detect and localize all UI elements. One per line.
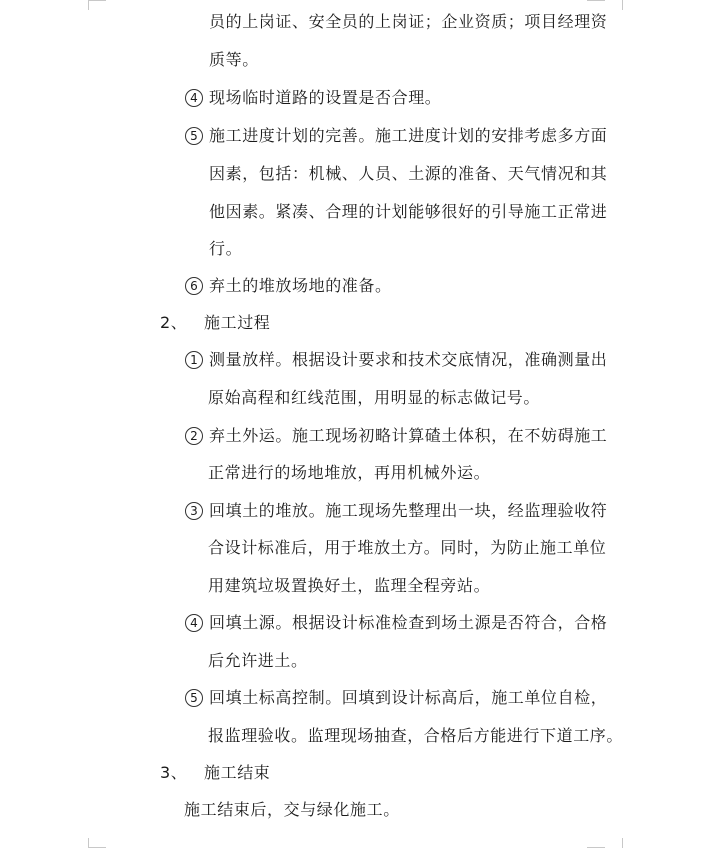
circled-number: 4 <box>185 614 203 632</box>
section-heading-2 <box>160 313 270 333</box>
circled-number: 6 <box>185 277 203 295</box>
circled-number: 2 <box>185 427 203 445</box>
list-item-text: 现场临时道路的设置是否合理。 <box>209 88 442 107</box>
continuation-line: 后允许进土。 <box>208 651 308 670</box>
section-title: 施工过程 <box>204 313 271 332</box>
list-item-text: 弃土的堆放场地的准备。 <box>209 276 392 295</box>
section-heading-3 <box>160 763 270 783</box>
list-item-5 <box>185 126 607 146</box>
circled-number: 3 <box>185 502 203 520</box>
list-item-text: 回填土标高控制。回填到设计标高后，施工单位自检， <box>209 688 608 707</box>
circled-number: 5 <box>185 689 203 707</box>
list-item-6 <box>185 276 392 296</box>
continuation-line: 员的上岗证、安全员的上岗证；企业资质；项目经理资 <box>209 12 608 31</box>
circled-number: 1 <box>185 351 203 369</box>
list-item-text: 施工进度计划的完善。施工进度计划的安排考虑多方面 <box>209 126 608 145</box>
crop-mark-top-right-v <box>604 0 623 10</box>
process-item-2 <box>185 426 607 446</box>
crop-mark-bottom-left-v <box>88 838 107 848</box>
list-item-4 <box>185 88 441 108</box>
section-number: 2、 <box>160 313 188 332</box>
continuation-line: 合设计标准后，用于堆放土方。同时，为防止施工单位 <box>208 538 607 557</box>
continuation-line: 行。 <box>209 239 243 258</box>
process-item-3 <box>185 501 607 521</box>
list-item-text: 回填土源。根据设计标准检查到场土源是否符合，合格 <box>209 613 608 632</box>
continuation-line: 正常进行的场地堆放，再用机械外运。 <box>208 463 491 482</box>
circled-number: 4 <box>185 89 203 107</box>
crop-mark-top-left-v <box>88 0 107 10</box>
section-number: 3、 <box>160 763 188 782</box>
section-title: 施工结束 <box>204 763 271 782</box>
circled-number: 5 <box>185 127 203 145</box>
continuation-line: 原始高程和红线范围，用明显的标志做记号。 <box>208 388 541 407</box>
continuation-line: 报监理验收。监理现场抽查，合格后方能进行下道工序。 <box>208 726 624 745</box>
list-item-text: 弃土外运。施工现场初略计算碴土体积，在不妨碍施工 <box>209 426 608 445</box>
crop-mark-top-right <box>587 0 605 1</box>
list-item-text: 回填土的堆放。施工现场先整理出一块，经监理验收符 <box>209 501 608 520</box>
process-item-4 <box>185 613 607 633</box>
process-item-5 <box>185 688 607 708</box>
continuation-line: 用建筑垃圾置换好土，监理全程旁站。 <box>208 576 491 595</box>
process-item-1 <box>185 350 607 370</box>
continuation-line: 他因素。紧凑、合理的计划能够很好的引导施工正常进 <box>209 202 608 221</box>
crop-mark-bottom-right-v <box>604 838 623 848</box>
continuation-line: 质等。 <box>209 50 259 69</box>
paragraph: 施工结束后，交与绿化施工。 <box>184 800 400 819</box>
list-item-text: 测量放样。根据设计要求和技术交底情况，准确测量出 <box>209 350 608 369</box>
continuation-line: 因素，包括：机械、人员、土源的准备、天气情况和其 <box>209 164 608 183</box>
